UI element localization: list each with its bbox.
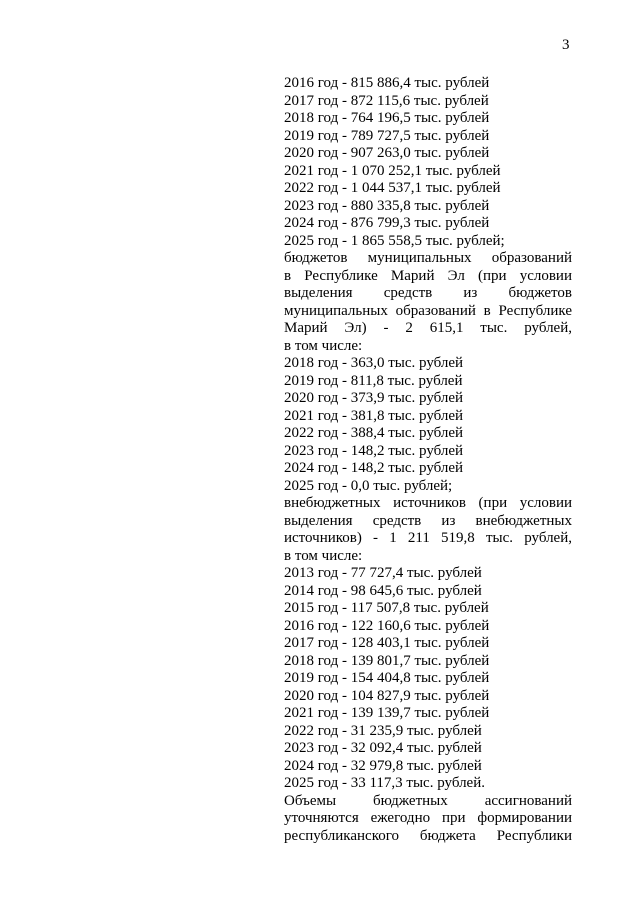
text-line: 2025 год - 33 117,3 тыс. рублей.	[284, 775, 485, 791]
text-line: 2021 год - 1 070 252,1 тыс. рублей	[284, 162, 501, 179]
document-body	[284, 75, 572, 845]
text-line: внебюджетных источников (при условии	[284, 495, 572, 511]
text-line: 2024 год - 876 799,3 тыс. рублей	[284, 215, 490, 231]
text-line: в том числе:	[284, 337, 363, 354]
text-line: 2017 год - 872 115,6 тыс. рублей	[284, 92, 489, 109]
page-number: 3	[562, 37, 570, 53]
text-line: 2020 год - 907 263,0 тыс. рублей	[284, 145, 490, 161]
text-line: 2014 год - 98 645,6 тыс. рублей	[284, 582, 482, 599]
text-line: 2018 год - 764 196,5 тыс. рублей	[284, 110, 490, 126]
text-line: выделения средств из бюджетов	[284, 285, 572, 301]
text-line: в том числе:	[284, 547, 363, 564]
text-line: 2021 год - 139 139,7 тыс. рублей	[284, 705, 490, 721]
text-line: 2024 год - 32 979,8 тыс. рублей	[284, 757, 482, 774]
text-line: 2020 год - 104 827,9 тыс. рублей	[284, 687, 490, 704]
text-line: 2015 год - 117 507,8 тыс. рублей	[284, 600, 489, 616]
text-line: 2021 год - 381,8 тыс. рублей	[284, 407, 464, 424]
text-line: 2022 год - 1 044 537,1 тыс. рублей	[284, 180, 501, 196]
text-line: бюджетов муниципальных образований	[284, 250, 572, 266]
text-line: 2020 год - 373,9 тыс. рублей	[284, 390, 464, 406]
text-line: 2016 год - 815 886,4 тыс. рублей	[284, 75, 490, 91]
text-line: 2023 год - 148,2 тыс. рублей	[284, 442, 464, 459]
text-line: 2019 год - 154 404,8 тыс. рублей	[284, 670, 490, 686]
text-line: Объемы бюджетных ассигнований	[284, 792, 572, 809]
text-line: республиканского бюджета Республики	[284, 827, 572, 844]
text-line: Марий Эл) - 2 615,1 тыс. рублей,	[284, 320, 572, 336]
text-line: 2023 год - 880 335,8 тыс. рублей	[284, 197, 490, 214]
text-line: выделения средств из внебюджетных	[284, 512, 572, 529]
text-line: 2019 год - 789 727,5 тыс. рублей	[284, 127, 490, 144]
text-line: 2024 год - 148,2 тыс. рублей	[284, 460, 464, 476]
text-line: 2023 год - 32 092,4 тыс. рублей	[284, 740, 482, 756]
text-line: в Республике Марий Эл (при условии	[284, 267, 572, 284]
text-line: 2016 год - 122 160,6 тыс. рублей	[284, 617, 490, 634]
text-line: 2022 год - 388,4 тыс. рублей	[284, 425, 464, 441]
text-line: 2025 год - 1 865 558,5 тыс. рублей;	[284, 232, 505, 249]
text-line: муниципальных образований в Республике	[284, 302, 572, 319]
text-line: 2025 год - 0,0 тыс. рублей;	[284, 477, 453, 494]
text-line: 2017 год - 128 403,1 тыс. рублей	[284, 635, 490, 651]
text-line: 2019 год - 811,8 тыс. рублей	[284, 372, 463, 389]
text-line: 2013 год - 77 727,4 тыс. рублей	[284, 565, 482, 581]
text-line: источников) - 1 211 519,8 тыс. рублей,	[284, 530, 572, 546]
text-line: 2018 год - 363,0 тыс. рублей	[284, 355, 464, 371]
text-line: уточняются ежегодно при формировании	[284, 810, 572, 826]
text-line: 2022 год - 31 235,9 тыс. рублей	[284, 722, 482, 739]
text-line: 2018 год - 139 801,7 тыс. рублей	[284, 652, 490, 669]
